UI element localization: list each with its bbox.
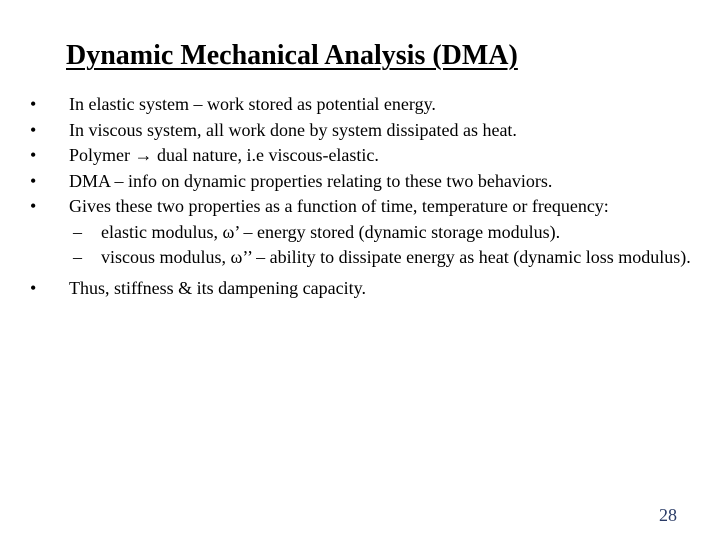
sub-bullet-text: viscous modulus, ω’’ – ability to dissipate energy as heat (dynamic loss modulus).: [101, 247, 691, 267]
bullet-marker: •: [30, 277, 37, 298]
sub-bullet-item: [30, 245, 700, 271]
bullet-item: [30, 118, 700, 144]
sub-bullet-marker: –: [73, 247, 82, 267]
bullet-text: Gives these two properties as a function of time, temperature or frequency:: [69, 196, 609, 216]
bullet-marker: •: [30, 94, 37, 114]
bullet-text: Thus, stiffness & its dampening capacity.: [69, 277, 366, 298]
slide-title: Dynamic Mechanical Analysis (DMA): [66, 40, 518, 71]
bullet-text: In elastic system – work stored as potential energy.: [69, 94, 436, 114]
bullet-marker: •: [30, 145, 37, 165]
sub-bullet-item: [30, 220, 700, 246]
bullet-item: [30, 169, 700, 195]
bullet-text: DMA – info on dynamic properties relating to these two behaviors.: [69, 170, 553, 191]
bullet-marker: •: [30, 196, 37, 216]
bullet-marker: •: [30, 119, 37, 140]
bullet-text: Polymer → dual nature, i.e viscous-elastic.: [69, 145, 379, 165]
bullet-list: [30, 92, 700, 301]
page-number: 28: [659, 505, 677, 525]
sub-bullet-text: elastic modulus, ω’ – energy stored (dynamic storage modulus).: [101, 221, 561, 242]
bullet-item: [30, 194, 700, 220]
sub-bullet-marker: –: [73, 221, 82, 242]
bullet-item: [30, 92, 700, 118]
bullet-item: [30, 143, 700, 169]
bullet-item: [30, 276, 700, 302]
bullet-marker: •: [30, 170, 37, 191]
bullet-text: In viscous system, all work done by system dissipated as heat.: [69, 119, 517, 140]
